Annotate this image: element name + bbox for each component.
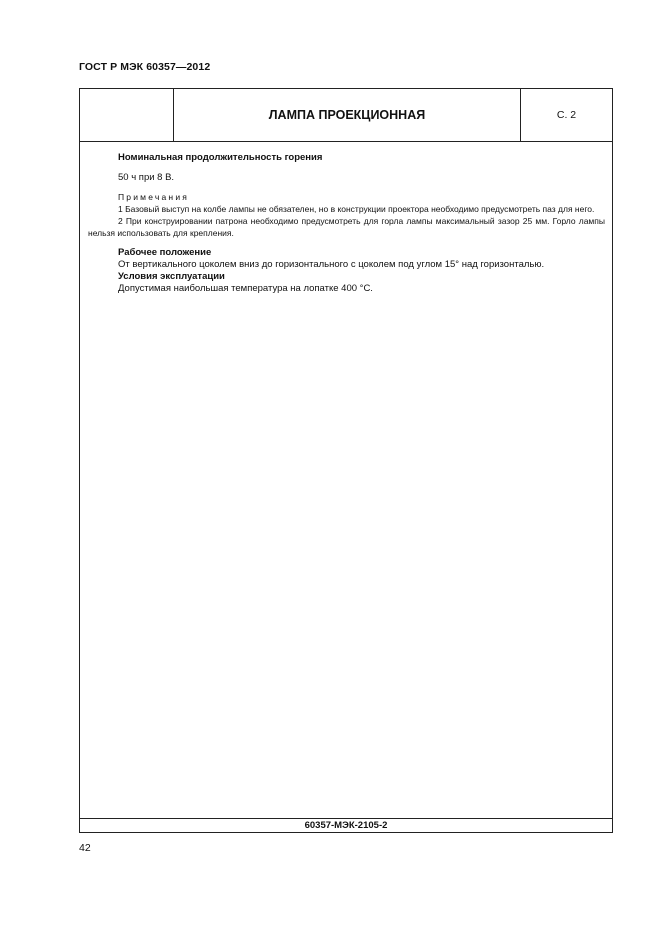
conditions-text: Допустимая наибольшая температура на лопатке 400 °С. bbox=[118, 283, 373, 294]
life-heading: Номинальная продолжительность горения bbox=[118, 152, 323, 163]
note-1: 1 Базовый выступ на колбе лампы не обязателен, но в конструкции проектора необходимо предусмотреть паз для него. bbox=[118, 204, 595, 214]
notes-title: Примечания bbox=[118, 192, 190, 202]
sheet-frame bbox=[79, 88, 613, 833]
section-gap bbox=[88, 239, 605, 247]
sheet-title: ЛАМПА ПРОЕКЦИОННАЯ bbox=[174, 89, 521, 141]
sheet-footer-code: 60357-МЭК-2105-2 bbox=[80, 818, 612, 832]
life-value: 50 ч при 8 В. bbox=[118, 172, 175, 183]
sheet-header bbox=[80, 89, 612, 142]
position-text: От вертикального цоколем вниз до горизонтального с цоколем под углом 15° над горизонталью. bbox=[118, 259, 545, 270]
sheet-content bbox=[88, 152, 605, 295]
header-empty-cell bbox=[80, 89, 174, 141]
sheet-number: С. 2 bbox=[556, 109, 577, 121]
position-heading: Рабочее положение bbox=[118, 247, 212, 258]
note-2: 2 При конструировании патрона необходимо предусмотреть для горла лампы максимальный зазор 25 мм. Горло лампы нельзя использовать для крепления. bbox=[88, 216, 605, 238]
page-number: 42 bbox=[79, 842, 91, 854]
conditions-heading: Условия эксплуатации bbox=[118, 271, 225, 282]
document-code: ГОСТ Р МЭК 60357—2012 bbox=[79, 61, 211, 73]
